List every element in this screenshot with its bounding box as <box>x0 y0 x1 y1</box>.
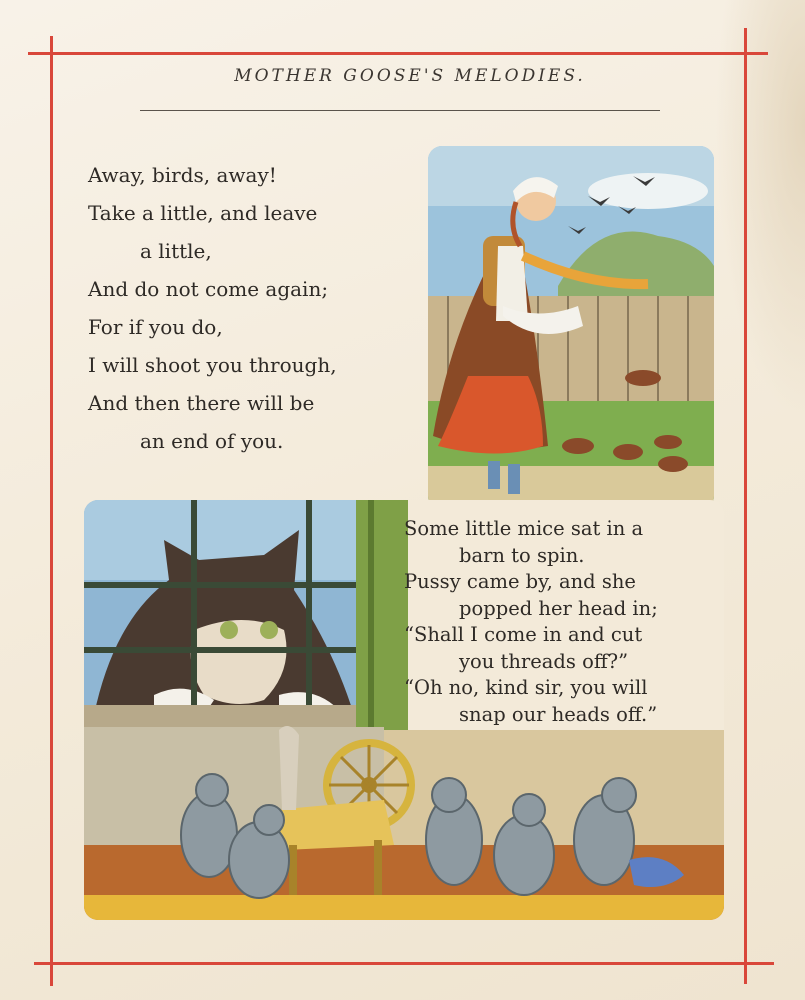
poem-line: Away, birds, away! <box>88 163 277 187</box>
border-left <box>50 36 53 986</box>
poem-line: “Shall I come in and cut <box>404 623 643 646</box>
illustration-girl-feeding-birds <box>428 146 714 510</box>
poem-line: barn to spin. <box>459 543 585 567</box>
poem-line: a little, <box>140 239 212 263</box>
poem-line: you threads off?” <box>459 649 629 673</box>
poem-line: Take a little, and leave <box>88 201 318 225</box>
poem-line: For if you do, <box>88 315 223 339</box>
poem-line: Some little mice sat in a <box>404 517 644 540</box>
poem-line: Pussy came by, and she <box>404 570 636 593</box>
border-right <box>744 28 747 984</box>
border-bottom <box>34 962 774 965</box>
poem-birds <box>88 156 388 460</box>
poem-line: I will shoot you through, <box>88 353 337 377</box>
paper-stain <box>715 0 805 420</box>
poem-line: snap our heads off.” <box>459 702 658 726</box>
border-top <box>28 52 768 55</box>
page-header: MOTHER GOOSE'S MELODIES. <box>234 66 586 86</box>
header-rule <box>140 110 660 111</box>
poem-mice <box>404 516 734 728</box>
poem-line: popped her head in; <box>459 596 658 620</box>
poem-line: And do not come again; <box>88 277 329 301</box>
poem-line: And then there will be <box>88 391 315 415</box>
poem-line: an end of you. <box>140 429 284 453</box>
poem-line: “Oh no, kind sir, you will <box>404 676 648 699</box>
